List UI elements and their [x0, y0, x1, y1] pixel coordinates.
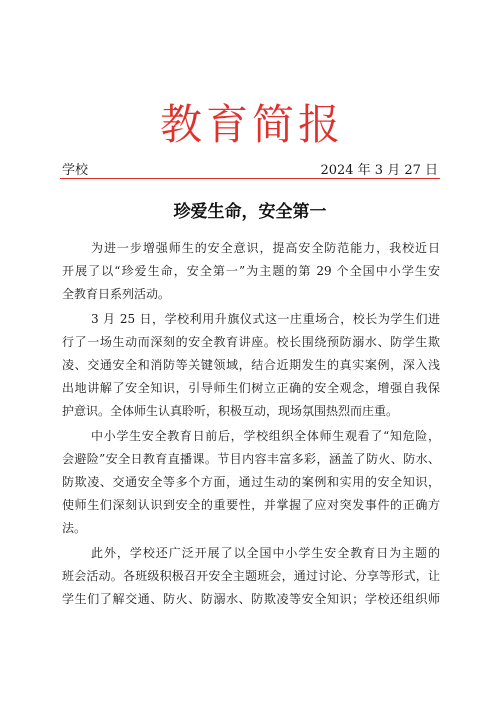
newsletter-title: 教育简报	[159, 100, 344, 149]
article-headline: 珍爱生命，安全第一	[173, 202, 327, 222]
paragraph-line: 法。	[62, 521, 87, 535]
paragraph-line: 凌、交通安全和消防等关键领域，结合近期发生的真实案例，深入浅	[62, 358, 440, 372]
paragraph-line: 行了一场生动而深刻的安全教育讲座。校长围绕预防溺水、防学生欺	[62, 335, 440, 349]
issue-date: 2024 年 3 月 27 日	[320, 162, 438, 178]
paragraph-line: 班会活动。各班级积极召开安全主题班会，通过讨论、分享等形式，让	[62, 569, 440, 583]
paragraph-line: 全教育日系列活动。	[62, 287, 171, 301]
paragraph-line: 学生们了解交通、防火、防溺水、防欺凌等安全知识；学校还组织师	[62, 592, 440, 606]
header-divider	[60, 178, 440, 179]
paragraph-line: 此外，学校还广泛开展了以全国中小学生安全教育日为主题的	[91, 546, 440, 560]
paragraph-line: 为进一步增强师生的安全意识，提高安全防范能力，我校近日	[91, 241, 440, 255]
newsletter-header	[62, 158, 438, 178]
paragraph-line: 护意识。全体师生认真聆听，积极互动，现场氛围热烈而庄重。	[62, 404, 399, 418]
article-paragraph	[62, 425, 440, 540]
paragraph-line: 防欺凌、交通安全等多个方面，通过生动的案例和实用的安全知识，	[62, 475, 440, 489]
article-paragraph	[62, 542, 440, 611]
paragraph-line: 会避险”安全日教育直播课。节目内容丰富多彩，涵盖了防火、防水、	[62, 452, 440, 466]
paragraph-line: 3 月 25 日，学校利用升旗仪式这一庄重场合，校长为学生们进	[91, 312, 440, 326]
paragraph-line: 中小学生安全教育日前后，学校组织全体师生观看了“知危险，	[91, 429, 440, 443]
school-label: 学校	[62, 162, 89, 178]
paragraph-line: 出地讲解了安全知识，引导师生们树立正确的安全观念，增强自我保	[62, 381, 440, 395]
article-paragraph	[62, 308, 440, 423]
article-body	[62, 237, 440, 613]
paragraph-line: 开展了以“珍爱生命，安全第一”为主题的第 29 个全国中小学生安	[62, 264, 440, 278]
paragraph-line: 使师生们深刻认识到安全的重要性，并掌握了应对突发事件的正确方	[62, 498, 440, 512]
article-paragraph	[62, 237, 440, 306]
